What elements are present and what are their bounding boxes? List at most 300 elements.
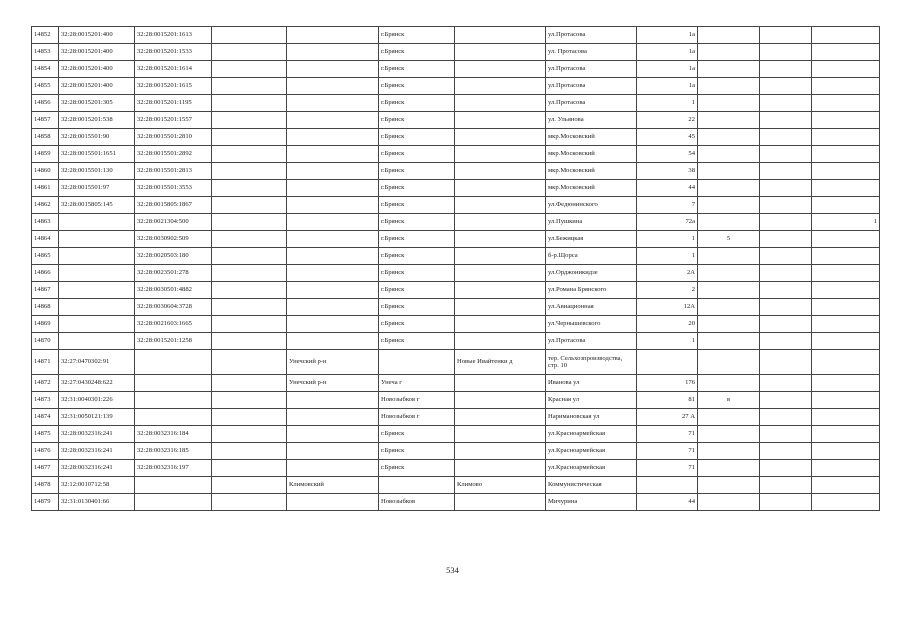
cell-settlement: [455, 426, 546, 443]
cell-extra: [812, 426, 880, 443]
cell-street: мкр.Московский: [546, 180, 637, 197]
cell-settlement: [455, 44, 546, 61]
cell-row-number: 14854: [32, 61, 59, 78]
cell-district: [287, 392, 379, 409]
cell-settlement: [455, 494, 546, 511]
cell-house-number: 71: [637, 426, 698, 443]
cell-row-number: 14860: [32, 163, 59, 180]
cell-building: [698, 27, 760, 44]
cell-apartment: [760, 163, 812, 180]
cell-district: [287, 214, 379, 231]
cell-empty-col: [212, 214, 287, 231]
table-row: [32, 163, 880, 180]
table-row: [32, 392, 880, 409]
cell-object-cadastral-number: 32:28:0015805:1867: [135, 197, 212, 214]
cell-object-cadastral-number: 32:28:0015501:3553: [135, 180, 212, 197]
cell-row-number: 14872: [32, 375, 59, 392]
cell-building: [698, 494, 760, 511]
cell-extra: 1: [812, 214, 880, 231]
cell-city: г.Брянск: [379, 78, 455, 95]
cell-city: Новозыбков г: [379, 409, 455, 426]
cell-cadastral-number: 32:28:0015501:90: [59, 129, 135, 146]
table-row: [32, 426, 880, 443]
cell-district: [287, 316, 379, 333]
cell-apartment: [760, 409, 812, 426]
cell-extra: [812, 375, 880, 392]
cell-empty-col: [212, 392, 287, 409]
cell-apartment: [760, 265, 812, 282]
cell-cadastral-number: 32:31:0130401:66: [59, 494, 135, 511]
cell-settlement: [455, 282, 546, 299]
cell-extra: [812, 265, 880, 282]
cell-object-cadastral-number: 32:28:0015201:1195: [135, 95, 212, 112]
cell-house-number: 2А: [637, 265, 698, 282]
cell-row-number: 14867: [32, 282, 59, 299]
cell-row-number: 14873: [32, 392, 59, 409]
cell-extra: [812, 146, 880, 163]
cell-house-number: 176: [637, 375, 698, 392]
cell-cadastral-number: 32:27:0470302:91: [59, 350, 135, 375]
cell-cadastral-number: [59, 265, 135, 282]
cell-building: [698, 265, 760, 282]
cell-district: [287, 197, 379, 214]
cell-street: ул.Протасова: [546, 61, 637, 78]
cell-city: г.Брянск: [379, 265, 455, 282]
cell-empty-col: [212, 409, 287, 426]
cell-extra: [812, 129, 880, 146]
cell-settlement: [455, 197, 546, 214]
cell-row-number: 14879: [32, 494, 59, 511]
cell-apartment: [760, 375, 812, 392]
cell-apartment: [760, 112, 812, 129]
cell-house-number: [637, 350, 698, 375]
cell-empty-col: [212, 248, 287, 265]
cell-district: [287, 248, 379, 265]
cell-city: г.Брянск: [379, 214, 455, 231]
cell-cadastral-number: [59, 299, 135, 316]
cell-street: ул.Романа Брянского: [546, 282, 637, 299]
cell-empty-col: [212, 112, 287, 129]
table-row: [32, 248, 880, 265]
cell-building: [698, 146, 760, 163]
cell-cadastral-number: 32:28:0015201:538: [59, 112, 135, 129]
cell-settlement: [455, 409, 546, 426]
cell-settlement: [455, 112, 546, 129]
table-row: [32, 350, 880, 375]
cell-building: [698, 78, 760, 95]
cell-cadastral-number: 32:28:0015201:400: [59, 44, 135, 61]
cell-empty-col: [212, 27, 287, 44]
cell-object-cadastral-number: 32:28:0023501:278: [135, 265, 212, 282]
cell-cadastral-number: [59, 231, 135, 248]
cell-apartment: [760, 460, 812, 477]
cell-apartment: [760, 350, 812, 375]
cell-house-number: 1: [637, 248, 698, 265]
cell-extra: [812, 350, 880, 375]
cell-extra: [812, 316, 880, 333]
cell-object-cadastral-number: [135, 375, 212, 392]
cell-apartment: [760, 316, 812, 333]
cell-settlement: [455, 460, 546, 477]
cell-extra: [812, 248, 880, 265]
cell-street: Мичурина: [546, 494, 637, 511]
cell-city: г.Брянск: [379, 27, 455, 44]
cell-house-number: 1а: [637, 78, 698, 95]
cell-cadastral-number: 32:28:0015501:1651: [59, 146, 135, 163]
cell-row-number: 14874: [32, 409, 59, 426]
cell-row-number: 14871: [32, 350, 59, 375]
cell-empty-col: [212, 44, 287, 61]
cell-house-number: 72а: [637, 214, 698, 231]
cell-apartment: [760, 494, 812, 511]
table-row: [32, 231, 880, 248]
cell-extra: [812, 231, 880, 248]
cell-cadastral-number: 32:28:0015501:97: [59, 180, 135, 197]
cell-apartment: [760, 333, 812, 350]
cell-empty-col: [212, 460, 287, 477]
cell-row-number: 14866: [32, 265, 59, 282]
cell-city: Новозыбков г: [379, 392, 455, 409]
cell-city: г.Брянск: [379, 316, 455, 333]
cell-settlement: [455, 27, 546, 44]
cell-cadastral-number: 32:12:0010712:58: [59, 477, 135, 494]
cell-settlement: [455, 78, 546, 95]
cell-building: [698, 409, 760, 426]
cell-empty-col: [212, 129, 287, 146]
cell-empty-col: [212, 316, 287, 333]
cell-empty-col: [212, 78, 287, 95]
cell-object-cadastral-number: 32:28:0021304:500: [135, 214, 212, 231]
cell-building: [698, 477, 760, 494]
cell-house-number: 12А: [637, 299, 698, 316]
cell-district: [287, 129, 379, 146]
cell-row-number: 14858: [32, 129, 59, 146]
cell-object-cadastral-number: 32:28:0030604:3728: [135, 299, 212, 316]
cell-cadastral-number: 32:28:0015501:130: [59, 163, 135, 180]
cell-row-number: 14855: [32, 78, 59, 95]
cell-city: г.Брянск: [379, 146, 455, 163]
cell-district: [287, 95, 379, 112]
cell-settlement: [455, 443, 546, 460]
cell-apartment: [760, 477, 812, 494]
cell-extra: [812, 460, 880, 477]
cell-city: г.Брянск: [379, 95, 455, 112]
cell-house-number: 1: [637, 95, 698, 112]
cell-district: [287, 409, 379, 426]
cell-apartment: [760, 299, 812, 316]
cell-extra: [812, 392, 880, 409]
cell-house-number: 71: [637, 460, 698, 477]
cell-settlement: [455, 392, 546, 409]
cell-building: [698, 61, 760, 78]
cell-district: [287, 299, 379, 316]
cell-cadastral-number: [59, 248, 135, 265]
table-row: [32, 477, 880, 494]
table-row: [32, 61, 880, 78]
cell-house-number: 44: [637, 180, 698, 197]
cell-object-cadastral-number: 32:28:0015201:1615: [135, 78, 212, 95]
cell-city: г.Брянск: [379, 231, 455, 248]
cell-row-number: 14869: [32, 316, 59, 333]
cell-row-number: 14876: [32, 443, 59, 460]
cell-building: 5: [698, 231, 760, 248]
cell-object-cadastral-number: 32:28:0032316:197: [135, 460, 212, 477]
cell-settlement: [455, 61, 546, 78]
cell-house-number: 38: [637, 163, 698, 180]
cell-row-number: 14856: [32, 95, 59, 112]
cell-row-number: 14870: [32, 333, 59, 350]
cell-row-number: 14862: [32, 197, 59, 214]
cell-district: [287, 78, 379, 95]
cell-row-number: 14852: [32, 27, 59, 44]
cell-empty-col: [212, 426, 287, 443]
cell-extra: [812, 333, 880, 350]
cell-empty-col: [212, 180, 287, 197]
table-row: [32, 44, 880, 61]
cell-object-cadastral-number: 32:28:0020503:180: [135, 248, 212, 265]
cell-apartment: [760, 129, 812, 146]
cell-extra: [812, 44, 880, 61]
cell-apartment: [760, 146, 812, 163]
cell-district: [287, 333, 379, 350]
cell-street: ул.Протасова: [546, 95, 637, 112]
cell-empty-col: [212, 333, 287, 350]
cell-row-number: 14863: [32, 214, 59, 231]
table-row: [32, 27, 880, 44]
cell-building: [698, 163, 760, 180]
cell-street: ул.Протасова: [546, 333, 637, 350]
cell-district: [287, 180, 379, 197]
cell-cadastral-number: 32:28:0015805:145: [59, 197, 135, 214]
cell-street: ул.Авиационная: [546, 299, 637, 316]
cell-street: ул.Протасова: [546, 27, 637, 44]
cell-street: мкр.Московский: [546, 146, 637, 163]
cell-house-number: 1а: [637, 61, 698, 78]
cell-empty-col: [212, 146, 287, 163]
cell-apartment: [760, 426, 812, 443]
cell-cadastral-number: [59, 214, 135, 231]
table-row: [32, 460, 880, 477]
cell-object-cadastral-number: 32:28:0015501:2810: [135, 129, 212, 146]
cell-settlement: [455, 163, 546, 180]
cell-apartment: [760, 392, 812, 409]
cell-district: [287, 27, 379, 44]
cell-cadastral-number: [59, 333, 135, 350]
cell-district: [287, 146, 379, 163]
table-row: [32, 494, 880, 511]
cell-city: [379, 477, 455, 494]
cell-street: мкр.Московский: [546, 163, 637, 180]
cell-building: [698, 460, 760, 477]
table-row: [32, 112, 880, 129]
records-table-body: [32, 27, 880, 511]
cell-cadastral-number: 32:28:0032316:241: [59, 443, 135, 460]
cell-cadastral-number: 32:31:0050121:139: [59, 409, 135, 426]
cell-building: [698, 180, 760, 197]
cell-apartment: [760, 443, 812, 460]
cell-object-cadastral-number: 32:28:0015501:2813: [135, 163, 212, 180]
cell-extra: [812, 163, 880, 180]
cell-row-number: 14865: [32, 248, 59, 265]
cell-cadastral-number: 32:28:0015201:305: [59, 95, 135, 112]
cell-district: [287, 494, 379, 511]
cell-district: [287, 265, 379, 282]
cell-settlement: [455, 316, 546, 333]
cell-city: г.Брянск: [379, 333, 455, 350]
cell-city: г.Брянск: [379, 180, 455, 197]
cell-house-number: 81: [637, 392, 698, 409]
cell-extra: [812, 443, 880, 460]
cell-building: [698, 112, 760, 129]
cell-object-cadastral-number: [135, 409, 212, 426]
cell-street: ул.Протасова: [546, 78, 637, 95]
cell-object-cadastral-number: [135, 392, 212, 409]
cell-cadastral-number: [59, 282, 135, 299]
cell-building: [698, 350, 760, 375]
cell-building: [698, 129, 760, 146]
cell-extra: [812, 409, 880, 426]
cell-district: [287, 112, 379, 129]
cell-apartment: [760, 180, 812, 197]
cell-extra: [812, 197, 880, 214]
cell-extra: [812, 78, 880, 95]
table-row: [32, 265, 880, 282]
cell-house-number: 45: [637, 129, 698, 146]
cell-building: [698, 44, 760, 61]
cell-row-number: 14859: [32, 146, 59, 163]
cell-settlement: [455, 248, 546, 265]
cell-building: [698, 443, 760, 460]
table-row: [32, 333, 880, 350]
cell-object-cadastral-number: 32:28:0015501:2892: [135, 146, 212, 163]
cell-row-number: 14878: [32, 477, 59, 494]
cell-district: [287, 443, 379, 460]
cell-city: г.Брянск: [379, 112, 455, 129]
cell-house-number: 22: [637, 112, 698, 129]
cell-city: г.Брянск: [379, 163, 455, 180]
cell-street: мкр.Московский: [546, 129, 637, 146]
cell-object-cadastral-number: 32:28:0015201:1614: [135, 61, 212, 78]
table-row: [32, 299, 880, 316]
cell-building: [698, 248, 760, 265]
cell-building: [698, 95, 760, 112]
cell-apartment: [760, 27, 812, 44]
cell-object-cadastral-number: [135, 477, 212, 494]
cell-house-number: 54: [637, 146, 698, 163]
cell-district: [287, 426, 379, 443]
cell-cadastral-number: [59, 316, 135, 333]
cell-street: ул.Красноармейская: [546, 426, 637, 443]
cell-district: Унечский р-н: [287, 350, 379, 375]
cell-city: г.Брянск: [379, 44, 455, 61]
records-table: [31, 26, 880, 511]
cell-empty-col: [212, 350, 287, 375]
cell-city: г.Брянск: [379, 460, 455, 477]
cell-street: ул.Федюнинского: [546, 197, 637, 214]
cell-empty-col: [212, 494, 287, 511]
cell-settlement: [455, 375, 546, 392]
cell-district: [287, 282, 379, 299]
table-row: [32, 78, 880, 95]
cell-apartment: [760, 282, 812, 299]
cell-district: [287, 460, 379, 477]
cell-extra: [812, 494, 880, 511]
cell-empty-col: [212, 95, 287, 112]
cell-object-cadastral-number: 32:28:0021603:1665: [135, 316, 212, 333]
cell-apartment: [760, 231, 812, 248]
cell-empty-col: [212, 265, 287, 282]
cell-row-number: 14864: [32, 231, 59, 248]
cell-district: [287, 61, 379, 78]
cell-extra: [812, 299, 880, 316]
cell-street: ул.Орджоникидзе: [546, 265, 637, 282]
cell-row-number: 14877: [32, 460, 59, 477]
cell-settlement: [455, 95, 546, 112]
cell-street: Коммунистическая: [546, 477, 637, 494]
cell-cadastral-number: 32:27:0430248:622: [59, 375, 135, 392]
table-row: [32, 443, 880, 460]
cell-extra: [812, 477, 880, 494]
cell-street: ул. Ульянова: [546, 112, 637, 129]
cell-building: [698, 299, 760, 316]
cell-district: Климовский: [287, 477, 379, 494]
cell-cadastral-number: 32:28:0015201:400: [59, 78, 135, 95]
cell-empty-col: [212, 299, 287, 316]
cell-city: г.Брянск: [379, 248, 455, 265]
cell-extra: [812, 61, 880, 78]
cell-object-cadastral-number: 32:28:0032316:185: [135, 443, 212, 460]
cell-house-number: 2: [637, 282, 698, 299]
table-row: [32, 316, 880, 333]
cell-house-number: 1а: [637, 27, 698, 44]
table-row: [32, 129, 880, 146]
cell-city: [379, 350, 455, 375]
cell-district: [287, 231, 379, 248]
cell-row-number: 14875: [32, 426, 59, 443]
cell-street: Красная ул: [546, 392, 637, 409]
cell-extra: [812, 95, 880, 112]
cell-building: [698, 214, 760, 231]
cell-building: [698, 197, 760, 214]
cell-house-number: 20: [637, 316, 698, 333]
cell-settlement: [455, 299, 546, 316]
cell-object-cadastral-number: 32:28:0015201:1533: [135, 44, 212, 61]
table-row: [32, 95, 880, 112]
cell-row-number: 14861: [32, 180, 59, 197]
cell-city: г.Брянск: [379, 443, 455, 460]
cell-extra: [812, 180, 880, 197]
cell-settlement: Климово: [455, 477, 546, 494]
cell-object-cadastral-number: 32:28:0030501:4882: [135, 282, 212, 299]
cell-settlement: [455, 146, 546, 163]
cell-object-cadastral-number: [135, 494, 212, 511]
cell-city: г.Брянск: [379, 61, 455, 78]
cell-street: ул.Пушкина: [546, 214, 637, 231]
cell-extra: [812, 282, 880, 299]
cell-house-number: 44: [637, 494, 698, 511]
cell-empty-col: [212, 443, 287, 460]
cell-street: ул.Бежицкая: [546, 231, 637, 248]
cell-object-cadastral-number: [135, 350, 212, 375]
cell-apartment: [760, 44, 812, 61]
cell-empty-col: [212, 375, 287, 392]
cell-house-number: 27 А: [637, 409, 698, 426]
cell-apartment: [760, 214, 812, 231]
cell-house-number: 7: [637, 197, 698, 214]
cell-object-cadastral-number: 32:28:0015201:1557: [135, 112, 212, 129]
cell-row-number: 14868: [32, 299, 59, 316]
table-row: [32, 214, 880, 231]
